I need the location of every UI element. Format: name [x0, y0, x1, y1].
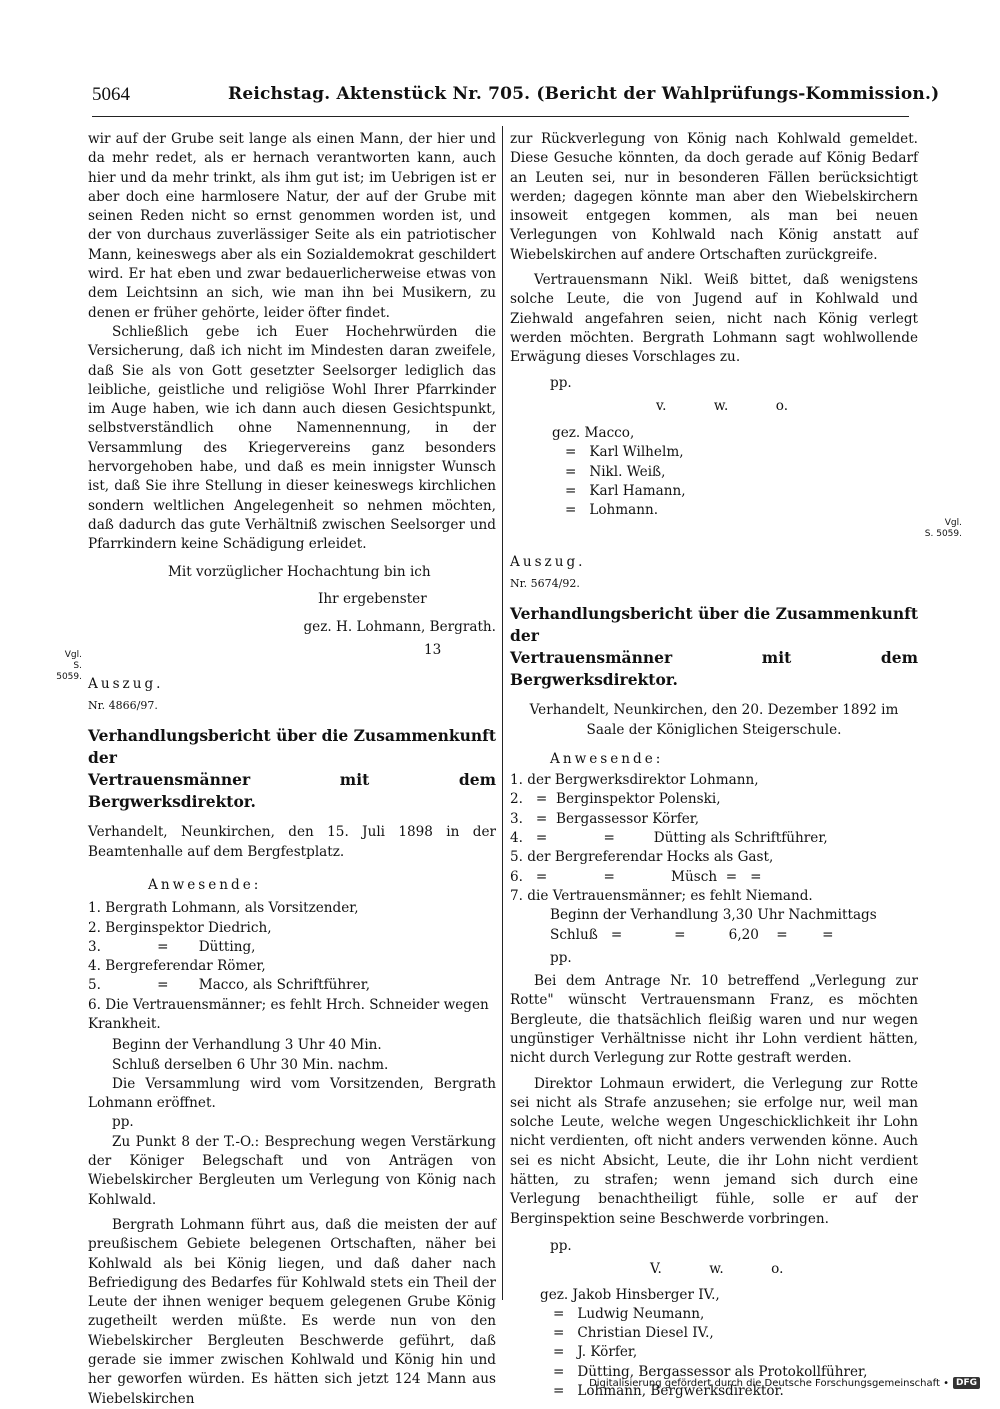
pp-marker: pp. [550, 374, 572, 391]
margin-note [48, 650, 82, 683]
closing-line: Mit vorzüglicher Hochachtung bin ich [168, 563, 431, 580]
place-date: Verhandelt, Neunkirchen, den 20. Dezember 1892 im Saale der Königlichen Steigerschule. [529, 702, 899, 738]
list-item: 4. = = Dütting als Schriftführer, [510, 830, 828, 847]
paragraph: Schließlich gebe ich Euer Hochehrwürden die Versicherung, daß ich nicht im Mindesten daran zweifele, daß Sie als von Gott gesetzter Seelsorger lediglich das leibliche, geistliche und religiöse Wohl Ihrer Pfarrkinder im Auge haben, wie ich dann auch diesen Gesichtspunkt, selbstverständlich ohne Namennennung, in der Versammlung des Kriegervereins ganz besonders hervorgehoben habe, und daß es mein innigster Wunsch ist, daß Sie ihre Stellung in dieser keineswegs kirchlichen sondern weltlichen Angelegenheit so nehmen möchten, daß dadurch das gute Verhältniß zwischen Seelsorger und Pfarrkindern keine Schädigung erleidet. [88, 323, 496, 553]
paragraph: Bei dem Antrage Nr. 10 betreffend „Verlegung zur Rotte" wünscht Vertrauensmann Franz, es möchten Bergleute, die thatsächlich fleißig waren und nur wegen ungünstiger Verhältnisse nicht ihr Lohn verdient hätten, nicht durch Verlegung zur Rotte gestraft werden. [510, 973, 918, 1067]
header-rule [92, 116, 909, 117]
pp-marker: pp. [112, 1114, 134, 1131]
page-number: 5064 [92, 84, 130, 105]
dfg-logo: DFG [953, 1377, 980, 1389]
paragraph: zur Rückverlegung von König nach Kohlwald gemeldet. Diese Gesuche könnten, da doch gerade auf König Bedarf an Leuten sei, nur in besonderen Fällen berücksichtigt werden; dagegen könnte man aber den Wiebelskirchern insoweit entgegen kommen, als man bei neuen Verlegungen von Kohlwald nach König anstatt auf Wiebelskirchen auf andere Ortschaften zurückgreife. [510, 131, 918, 263]
list-item: 6. Die Vertrauensmänner; es fehlt Hrch. Schneider wegen Krankheit. [88, 996, 489, 1032]
paragraph: Bergrath Lohmann führt aus, daß die meisten der auf preußischem Gebiete belegenen Ortschaften, näher bei Kohlwald als bei König liegen, und daß daher nach Befriedigung des Bedarfes für Kohlwald stets ein Theil der Leute der ihnen weniger bequem gelegenen Grube König zugetheilt werden müßte. Es werde nun von den Wiebelskircher Bergleuten Beschwerde geführt, daß gerade sie immer zwischen Kohlwald und König hin und her geworfen würden. Es hätten sich jetzt 124 Mann aus Wiebelskirchen [88, 1216, 496, 1407]
left-column [88, 130, 496, 1409]
list-item: 7. die Vertrauensmänner; es fehlt Niemand. [510, 887, 813, 904]
attendee-list [88, 899, 496, 1034]
list-item: = Ludwig Neumann, [540, 1305, 705, 1322]
report-title: Vertrauensmänner mit dem Bergwerksdirektor. [88, 770, 496, 812]
signature-line: Ihr ergebenster [318, 590, 427, 607]
attendees-heading: Anwesende: [148, 876, 262, 893]
margin-note-label: Vgl. [944, 518, 962, 528]
list-item: 6. = = Müsch = = [510, 868, 762, 885]
margin-note-label: Vgl. [64, 650, 82, 660]
list-item: 5. = Macco, als Schriftführer, [88, 977, 371, 994]
running-title: Reichstag. Aktenstück Nr. 705. (Bericht der Wahlprüfungs-Kommission.) [228, 84, 940, 104]
list-item: = Christian Diesel IV., [540, 1325, 714, 1342]
list-item: gez. Macco, [552, 425, 635, 442]
list-item: 2. = Berginspektor Polenski, [510, 791, 721, 808]
column-divider [502, 126, 503, 1300]
report-title: Vertrauensmänner mit dem Bergwerksdirektor. [510, 648, 918, 690]
pp-marker: pp. [550, 949, 572, 966]
start-time: Beginn der Verhandlung 3 Uhr 40 Min. [112, 1037, 382, 1054]
list-item: 2. Berginspektor Diedrich, [88, 919, 272, 936]
place-date: Verhandelt, Neunkirchen, den 15. Juli 1898 in der Beamtenhalle auf dem Bergfestplatz. [88, 824, 496, 860]
end-time: Schluß = = 6,20 = = [550, 926, 834, 943]
paragraph: Vertrauensmann Nikl. Weiß bittet, daß wenigstens solche Leute, die von Jugend auf in Kohlwald und Ziehwald angefahren seien, nicht nach König verlegt werden möchten. Bergrath Lohmann sagt wohlwollende Erwägung dieses Vorschlages zu. [510, 272, 918, 366]
margin-note [922, 518, 962, 540]
margin-note-ref: S. 5059. [924, 529, 962, 539]
section-heading: Auszug. [88, 675, 164, 692]
section-heading: Auszug. [510, 553, 586, 570]
item-number: 13 [424, 642, 442, 659]
attendees-heading: Anwesende: [550, 750, 664, 767]
list-item: = Lohmann. [552, 502, 659, 519]
report-title: Verhandlungsbericht über die Zusammenkunft der [88, 726, 496, 768]
credit-text: Digitalisierung gefördert durch die Deutsche Forschungsgemeinschaft • [589, 1377, 949, 1389]
list-item: 3. = Bergassessor Körfer, [510, 810, 700, 827]
paragraph: Direktor Lohmaun erwidert, die Verlegung zur Rotte sei nicht als Strafe anzusehen; sie erfolge nur, weil man solche Leute, welche wegen Ungeschicklichkeit ihr Lohn nicht verdienten, oft nicht anders verwenden könne. Auch sei es nicht Absicht, Leute, die ihr Lohn nicht verdient hätten, zu strafen; wenn jemand sich durch eine Verlegung benachtheiligt fühle, solle er auf der Berginspektion seine Beschwerde vorbringen. [510, 1075, 918, 1227]
list-item: 1. der Bergwerksdirektor Lohmann, [510, 772, 759, 789]
paragraph: wir auf der Grube seit lange als einen Mann, der hier und da mehr redet, als er hernach verantworten kann, auch hier und da mehr trinkt, als ihm gut ist; im Uebrigen ist er aber doch eine harmlosere Natur, der auf der Grube mit seinen Reden nicht so ernst genommen worden ist, und der von durchaus zuverlässiger Seite als ein patriotischer Mann, keineswegs aber als ein Sozialdemokrat geschildert wird. Er hat eben und zwar bedauerlicherweise etwas von dem Leichtsinn an sich, wie man ihn bei Musikern, zu denen er früher gehörte, leider öfter findet. [88, 131, 496, 321]
list-item: = Dütting, Bergassessor als Protokollführer, [540, 1363, 868, 1380]
vwo-line: V. w. o. [650, 1261, 784, 1278]
list-item: = Karl Hamann, [552, 483, 686, 500]
list-item: 5. der Bergreferendar Hocks als Gast, [510, 849, 774, 866]
page-header [92, 84, 940, 108]
start-time: Beginn der Verhandlung 3,30 Uhr Nachmittags [550, 907, 877, 924]
report-title: Verhandlungsbericht über die Zusammenkunft der [510, 604, 918, 646]
list-item: = J. Körfer, [540, 1344, 638, 1361]
document-number: Nr. 4866/97. [88, 699, 158, 713]
list-item: = Nikl. Weiß, [552, 463, 666, 480]
list-item: = Karl Wilhelm, [552, 444, 684, 461]
list-item: = Lohmann, Bergwerksdirektor. [540, 1383, 784, 1400]
paragraph: Die Versammlung wird vom Vorsitzenden, Bergrath Lohmann eröffnet. [88, 1075, 496, 1112]
document-number: Nr. 5674/92. [510, 576, 580, 590]
list-item: gez. Jakob Hinsberger IV., [540, 1286, 720, 1303]
list-item: 3. = Dütting, [88, 938, 256, 955]
list-item: 4. Bergreferendar Römer, [88, 958, 266, 975]
vwo-line: v. w. o. [656, 397, 789, 414]
paragraph: Zu Punkt 8 der T.-O.: Besprechung wegen Verstärkung der Königer Belegschaft und von Anträgen von Wiebelskircher Bergleuten um Verlegung von König nach Kohlwald. [88, 1133, 496, 1208]
right-column [510, 130, 918, 1401]
signature-name: gez. H. Lohmann, Bergrath. [303, 619, 496, 636]
end-time: Schluß derselben 6 Uhr 30 Min. nachm. [112, 1056, 389, 1073]
signer-list [510, 424, 918, 520]
pp-marker: pp. [550, 1237, 572, 1254]
attendee-list [510, 771, 918, 906]
list-item: 1. Bergrath Lohmann, als Vorsitzender, [88, 900, 359, 917]
digitization-credit [589, 1377, 980, 1389]
margin-note-ref: S. 5059. [56, 661, 82, 682]
